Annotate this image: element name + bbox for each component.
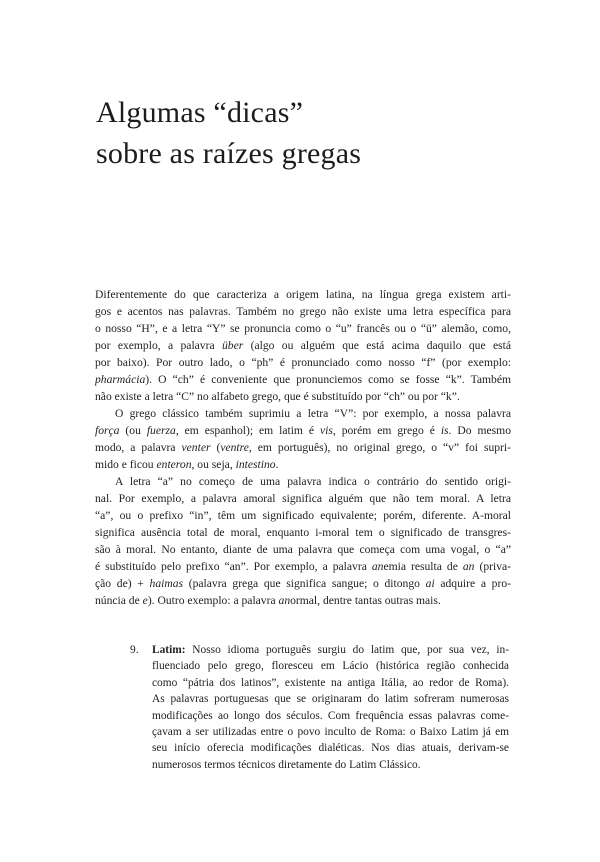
text-line: mido e ficou enteron, ou seja, intestino. <box>95 458 279 471</box>
text-line: fluenciado pelo grego, floresceu em Lácio (histórica região conhecida <box>152 660 509 673</box>
text-line: o nosso “H”, e a letra “Y” se pronuncia como o “u” francês ou o “ü” alemão, como, <box>95 322 511 335</box>
text-line: por exemplo, a palavra über (algo ou alguém que está acima daquilo que está <box>95 339 511 352</box>
text-line: força (ou fuerza, em espanhol); em latim é vis, porém em grego é is. Do mesmo <box>95 424 511 437</box>
text-line: modo, a palavra venter (ventre, em português), no original grego, o “v” foi supri- <box>95 441 511 454</box>
text-line: modificações ao longo dos séculos. Com frequência essas palavras come- <box>152 709 509 722</box>
text-line: são à moral. No entanto, diante de uma palavra que começa com uma vogal, o “a” <box>95 543 511 556</box>
text-line: Latim: Nosso idioma português surgiu do latim que, por sua vez, in- <box>152 644 509 656</box>
page-title-line-2: sobre as raízes gregas <box>96 137 362 170</box>
body-text <box>95 286 511 609</box>
text-line: As palavras portuguesas que se originaram do latim sofreram numerosas <box>152 693 509 706</box>
footnote-text <box>152 642 509 773</box>
text-line: ção de) + haimas (palavra grega que significa sangue; o ditongo ai adquire a pro- <box>95 577 511 590</box>
text-line: não existe a letra “C” no alfabeto grego, que é substituído por “ch” ou por “k”. <box>95 390 460 403</box>
page-title-line-1: Algumas “dicas” <box>96 96 304 129</box>
text-line: numerosos termos técnicos diretamente do Latim Clássico. <box>152 758 421 771</box>
text-line: como “pátria dos latinos”, existente na antiga Itália, ao redor de Roma). <box>152 676 509 689</box>
text-line: pharmácia). O “ch” é conveniente que pronunciemos como se fosse “k”. Também <box>95 373 511 386</box>
text-line: O grego clássico também suprimiu a letra “V”: por exemplo, a nossa palavra <box>115 407 511 420</box>
footnote-item <box>130 642 509 773</box>
text-line: significa ausência total de moral, enquanto i-moral tem o significado de transgres- <box>95 526 511 539</box>
text-line: Diferentemente do que caracteriza a origem latina, na língua grega existem arti- <box>95 288 511 301</box>
text-line: nal. Por exemplo, a palavra amoral significa alguém que não tem moral. A letra <box>95 492 511 505</box>
text-line: gos e acentos nas palavras. Também no grego não existe uma letra específica para <box>95 305 511 318</box>
footnote-number: 9. <box>130 644 139 656</box>
text-line: A letra “a” no começo de uma palavra indica o contrário do sentido origi- <box>115 475 511 488</box>
text-line: núncia de e). Outro exemplo: a palavra anormal, dentre tantas outras mais. <box>95 594 441 607</box>
text-line: “a”, ou o prefixo “in”, têm um significado equivalente; porém, diferente. A-moral <box>95 509 511 522</box>
text-line: por baixo). Por outro lado, o “ph” é pronunciado como nosso “f” (por exemplo: <box>95 356 511 369</box>
text-line: çavam a ser utilizadas entre o povo inculto de Roma: o Baixo Latim já em <box>152 726 509 739</box>
text-line: seu início oferecia modificações dialéticas. Nos dias atuais, derivam-se <box>152 742 509 755</box>
page-title <box>96 92 361 174</box>
text-line: é substituído pelo prefixo “an”. Por exemplo, a palavra anemia resulta de an (priva- <box>95 560 512 573</box>
